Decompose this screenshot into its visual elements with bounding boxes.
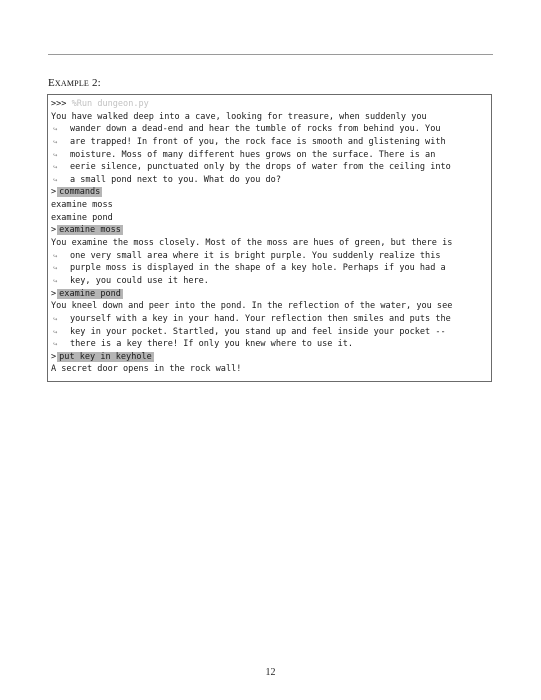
line-continuation-icon: ↪ — [53, 327, 58, 336]
output-line: examine moss — [51, 200, 113, 211]
output-line-continued: ↪ a small pond next to you. What do you do? — [53, 174, 281, 185]
user-command-examine-pond: examine pond — [59, 288, 121, 299]
output-line: You kneel down and peer into the pond. In the reflection of the water, you see — [51, 301, 453, 312]
output-line-continued: ↪ yourself with a key in your hand. Your reflection then smiles and puts the — [53, 313, 451, 324]
output-line-continued: ↪ wander down a dead-end and hear the tumble of rocks from behind you. You — [53, 124, 441, 135]
output-line-continued: ↪ one very small area where it is bright purple. You suddenly realize this — [53, 250, 441, 261]
line-continuation-icon: ↪ — [53, 340, 58, 349]
line-continuation-icon: ↪ — [53, 163, 58, 172]
line-continuation-icon: ↪ — [53, 137, 58, 146]
output-line-continued: ↪ key, you could use it here. — [53, 275, 209, 286]
top-rule — [48, 54, 493, 55]
output-line-continued: ↪ purple moss is displayed in the shape of a key hole. Perhaps if you had a — [53, 263, 446, 274]
line-continuation-icon: ↪ — [53, 264, 58, 273]
input-line — [51, 186, 491, 199]
input-prompt: > — [51, 225, 57, 236]
user-command-examine-moss: examine moss — [59, 225, 121, 236]
output-line-continued: ↪ moisture. Moss of many different hues grows on the surface. There is an — [53, 149, 436, 160]
user-command-commands: commands — [59, 187, 101, 198]
output-line-continued: ↪ there is a key there! If only you knew where to use it. — [53, 339, 354, 350]
output-line: You examine the moss closely. Most of the moss are hues of green, but there is — [51, 238, 453, 249]
output-line-continued: ↪ eerie silence, punctuated only by the drops of water from the ceiling into — [53, 162, 451, 173]
line-continuation-icon: ↪ — [53, 314, 58, 323]
run-command: %Run dungeon.py — [71, 99, 149, 109]
line-continuation-icon: ↪ — [53, 276, 58, 285]
output-line: examine pond — [51, 212, 113, 223]
console-listing — [47, 94, 492, 382]
run-line — [51, 98, 491, 111]
line-continuation-icon: ↪ — [53, 150, 58, 159]
user-command-put-key: put key in keyhole — [59, 351, 152, 362]
input-line — [51, 351, 491, 364]
output-line-continued: ↪ are trapped! In front of you, the rock face is smooth and glistening with — [53, 136, 446, 147]
python-prompt: >>> — [51, 99, 67, 109]
output-line: You have walked deep into a cave, looking for treasure, when suddenly you — [51, 111, 427, 122]
input-line — [51, 288, 491, 301]
line-continuation-icon: ↪ — [53, 251, 58, 260]
input-prompt: > — [51, 187, 57, 198]
input-prompt: > — [51, 351, 57, 362]
page-number: 12 — [265, 667, 276, 678]
output-line-continued: ↪ key in your pocket. Startled, you stand up and feel inside your pocket -- — [53, 326, 446, 337]
output-line: A secret door opens in the rock wall! — [51, 364, 242, 375]
input-prompt: > — [51, 288, 57, 299]
input-line — [51, 224, 491, 237]
line-continuation-icon: ↪ — [53, 125, 58, 134]
line-continuation-icon: ↪ — [53, 175, 58, 184]
example-caption: Example 2: — [48, 77, 101, 89]
